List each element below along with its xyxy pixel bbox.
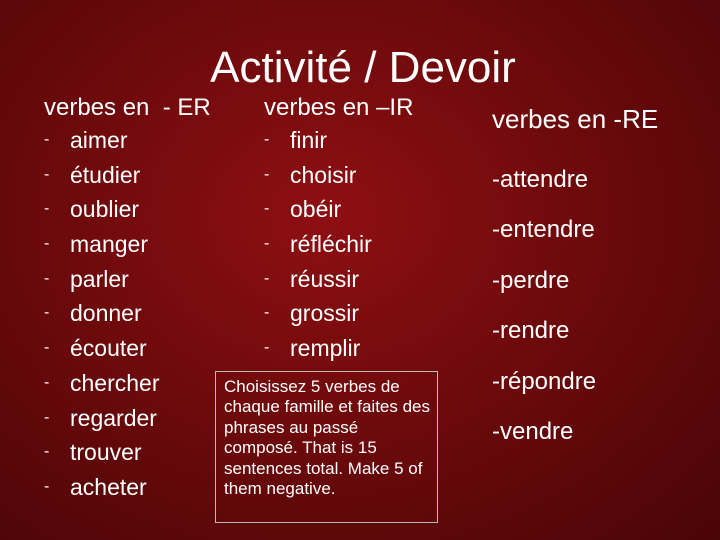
list-item: -vendre xyxy=(492,417,574,445)
list-item: -entendre xyxy=(492,216,595,244)
verb-label: aimer xyxy=(70,127,128,153)
list-item xyxy=(44,296,244,331)
verb-label: remplir xyxy=(290,335,361,362)
dash-bullet: - xyxy=(44,339,50,357)
list-item xyxy=(44,158,244,193)
list-item xyxy=(264,192,484,227)
list-item xyxy=(264,123,484,158)
dash-bullet: - xyxy=(264,200,270,218)
verb-label: écouter xyxy=(70,335,147,362)
verb-label: donner xyxy=(70,300,142,327)
verb-label: parler xyxy=(70,265,129,292)
dash-bullet: - xyxy=(44,235,50,253)
verb-label: finir xyxy=(290,127,328,153)
list-item: -rendre xyxy=(492,317,570,345)
er-verbs-list xyxy=(44,123,244,505)
verb-label: choisir xyxy=(290,161,357,188)
list-item: -perdre xyxy=(492,266,570,294)
list-item xyxy=(264,296,484,331)
verb-label: manger xyxy=(70,231,148,258)
dash-bullet: - xyxy=(264,165,270,183)
verb-label: réfléchir xyxy=(290,231,372,258)
list-item xyxy=(44,401,244,436)
dash-bullet: - xyxy=(44,477,50,495)
list-item xyxy=(44,435,244,470)
list-item xyxy=(44,123,244,158)
list-item xyxy=(264,227,484,262)
list-item: -répondre xyxy=(492,367,597,395)
list-item xyxy=(44,227,244,262)
verb-label: oublier xyxy=(70,196,140,223)
list-item: -attendre xyxy=(492,166,589,193)
dash-bullet: - xyxy=(264,131,270,148)
verb-label: grossir xyxy=(290,300,360,327)
verb-label: regarder xyxy=(70,404,157,431)
list-item xyxy=(44,366,244,401)
ir-verbs-header: verbes en –IR xyxy=(264,94,414,121)
verb-label: chercher xyxy=(70,369,160,396)
list-item xyxy=(44,262,244,297)
dash-bullet: - xyxy=(44,408,50,426)
dash-bullet: - xyxy=(264,269,270,287)
dash-bullet: - xyxy=(44,373,50,391)
verb-label: trouver xyxy=(70,439,142,466)
list-item xyxy=(44,331,244,366)
instructions-box: Choisissez 5 verbes de chaque famille et faites des phrases au passé composé. That is 15 sentences total. Make 5 of them negative. xyxy=(215,371,438,523)
re-verbs-header: verbes en -RE xyxy=(492,104,659,134)
list-item xyxy=(264,158,484,193)
dash-bullet: - xyxy=(44,131,50,148)
ir-verbs-list xyxy=(264,123,484,366)
ir-verbs-column xyxy=(264,93,484,366)
dash-bullet: - xyxy=(264,235,270,253)
er-verbs-column xyxy=(44,93,244,505)
dash-bullet: - xyxy=(264,339,270,357)
slide-title: Activité / Devoir xyxy=(210,43,516,92)
list-item xyxy=(44,470,244,505)
verb-label: obéir xyxy=(290,196,342,223)
dash-bullet: - xyxy=(44,200,50,218)
dash-bullet: - xyxy=(44,304,50,322)
dash-bullet: - xyxy=(264,304,270,322)
er-verbs-header: verbes en - ER xyxy=(44,94,211,121)
verb-label: étudier xyxy=(70,161,141,188)
re-verbs-list xyxy=(492,155,712,457)
dash-bullet: - xyxy=(44,165,50,183)
re-verbs-column xyxy=(492,103,712,457)
verb-label: acheter xyxy=(70,473,147,500)
list-item xyxy=(44,192,244,227)
list-item xyxy=(264,262,484,297)
verb-label: réussir xyxy=(290,265,360,292)
dash-bullet: - xyxy=(44,443,50,461)
list-item xyxy=(264,331,484,366)
dash-bullet: - xyxy=(44,269,50,287)
